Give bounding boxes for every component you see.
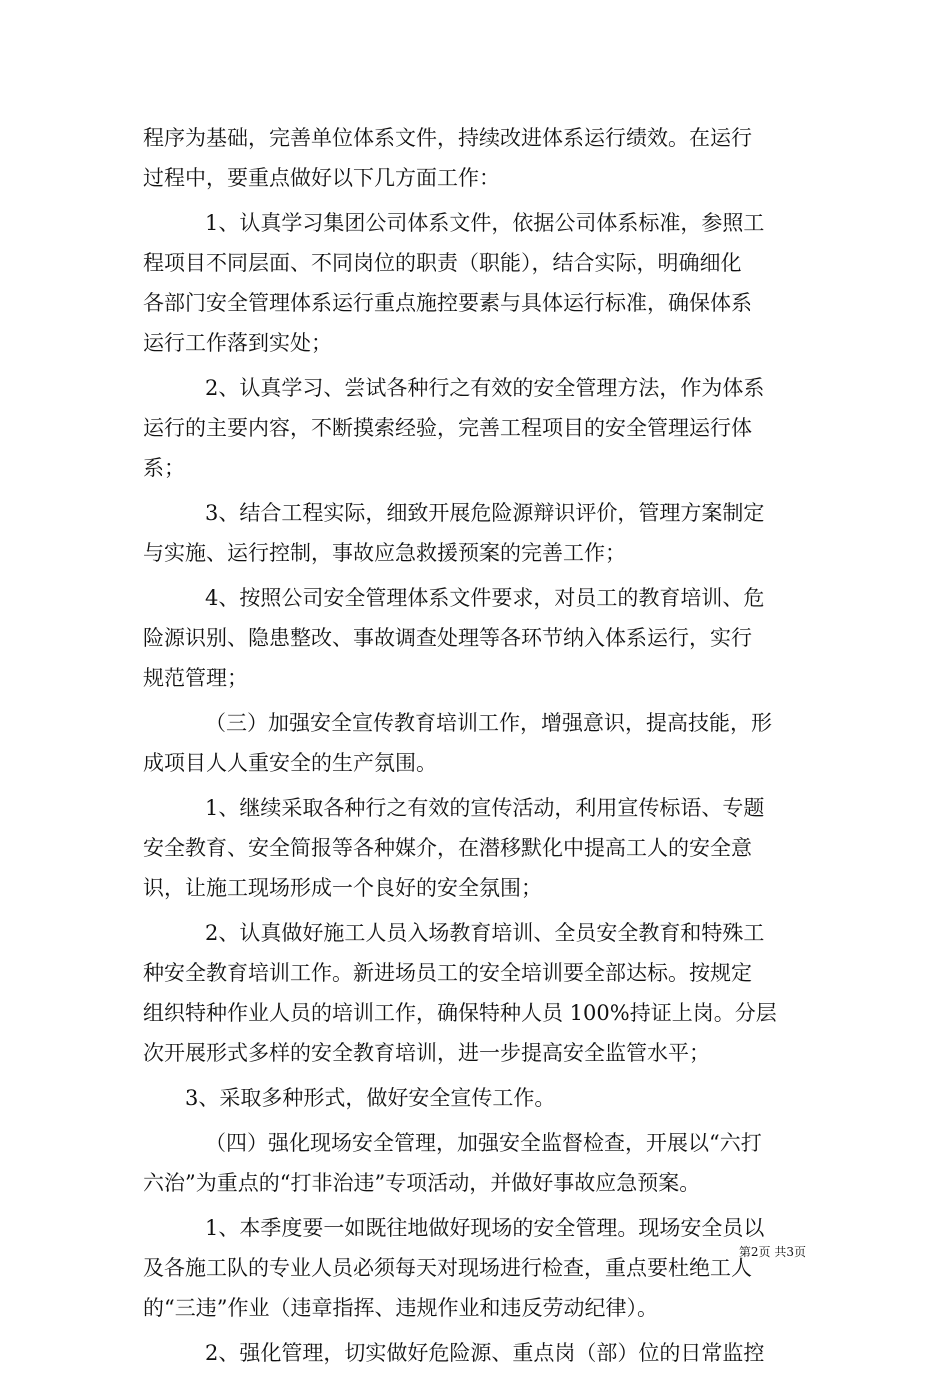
page-number: 第2页 共3页	[738, 1245, 806, 1259]
text-line: 成项目人人重安全的生产氛围。	[143, 751, 437, 775]
section-heading: （四）强化现场安全管理，加强安全监督检查，开展以“六打	[205, 1131, 762, 1155]
text-line: 3、结合工程实际，细致开展危险源辩识评价，管理方案制定	[205, 501, 765, 525]
document-body	[143, 118, 807, 1373]
text-line: 2、强化管理，切实做好危险源、重点岗（部）位的日常监控	[205, 1341, 765, 1365]
text-line: 过程中，要重点做好以下几方面工作：	[143, 166, 500, 190]
text-line: 规范管理；	[143, 666, 248, 690]
text-line: 及各施工队的专业人员必须每天对现场进行检查，重点要杜绝工人	[143, 1256, 752, 1280]
text-line: 1、本季度要一如既往地做好现场的安全管理。现场安全员以	[205, 1216, 765, 1240]
text-line: 六治”为重点的“打非治违”专项活动，并做好事故应急预案。	[143, 1171, 701, 1195]
text-line: 种安全教育培训工作。新进场员工的安全培训要全部达标。按规定	[143, 961, 752, 985]
text-line: 次开展形式多样的安全教育培训，进一步提高安全监管水平；	[143, 1041, 710, 1065]
text-line: 各部门安全管理体系运行重点施控要素与具体运行标准，确保体系	[143, 291, 752, 315]
text-line: 与实施、运行控制，事故应急救援预案的完善工作；	[143, 541, 626, 565]
text-line: 组织特种作业人员的培训工作，确保特种人员 100%持证上岗。分层	[143, 1001, 777, 1025]
text-line: 程项目不同层面、不同岗位的职责（职能），结合实际，明确细化	[143, 251, 742, 275]
text-line: 2、认真做好施工人员入场教育培训、全员安全教育和特殊工	[205, 921, 765, 945]
text-line: 险源识别、隐患整改、事故调查处理等各环节纳入体系运行，实行	[143, 626, 752, 650]
text-line: 运行工作落到实处；	[143, 331, 332, 355]
text-line: 1、继续采取各种行之有效的宣传活动，利用宣传标语、专题	[205, 796, 765, 820]
text-line: 的“三违”作业（违章指挥、违规作业和违反劳动纪律）。	[143, 1296, 658, 1320]
text-line: 1、认真学习集团公司体系文件，依据公司体系标准，参照工	[205, 211, 765, 235]
text-line: 系；	[143, 456, 185, 480]
text-line: 3、采取多种形式，做好安全宣传工作。	[185, 1086, 556, 1110]
text-line: 4、按照公司安全管理体系文件要求，对员工的教育培训、危	[205, 586, 765, 610]
section-heading: （三）加强安全宣传教育培训工作，增强意识，提高技能，形	[205, 711, 772, 735]
text-line: 安全教育、安全简报等各种媒介，在潜移默化中提高工人的安全意	[143, 836, 752, 860]
text-line: 程序为基础，完善单位体系文件，持续改进体系运行绩效。在运行	[143, 126, 752, 150]
text-line: 2、认真学习、尝试各种行之有效的安全管理方法，作为体系	[205, 376, 765, 400]
text-line: 识，让施工现场形成一个良好的安全氛围；	[143, 876, 542, 900]
text-line: 运行的主要内容，不断摸索经验，完善工程项目的安全管理运行体	[143, 416, 752, 440]
